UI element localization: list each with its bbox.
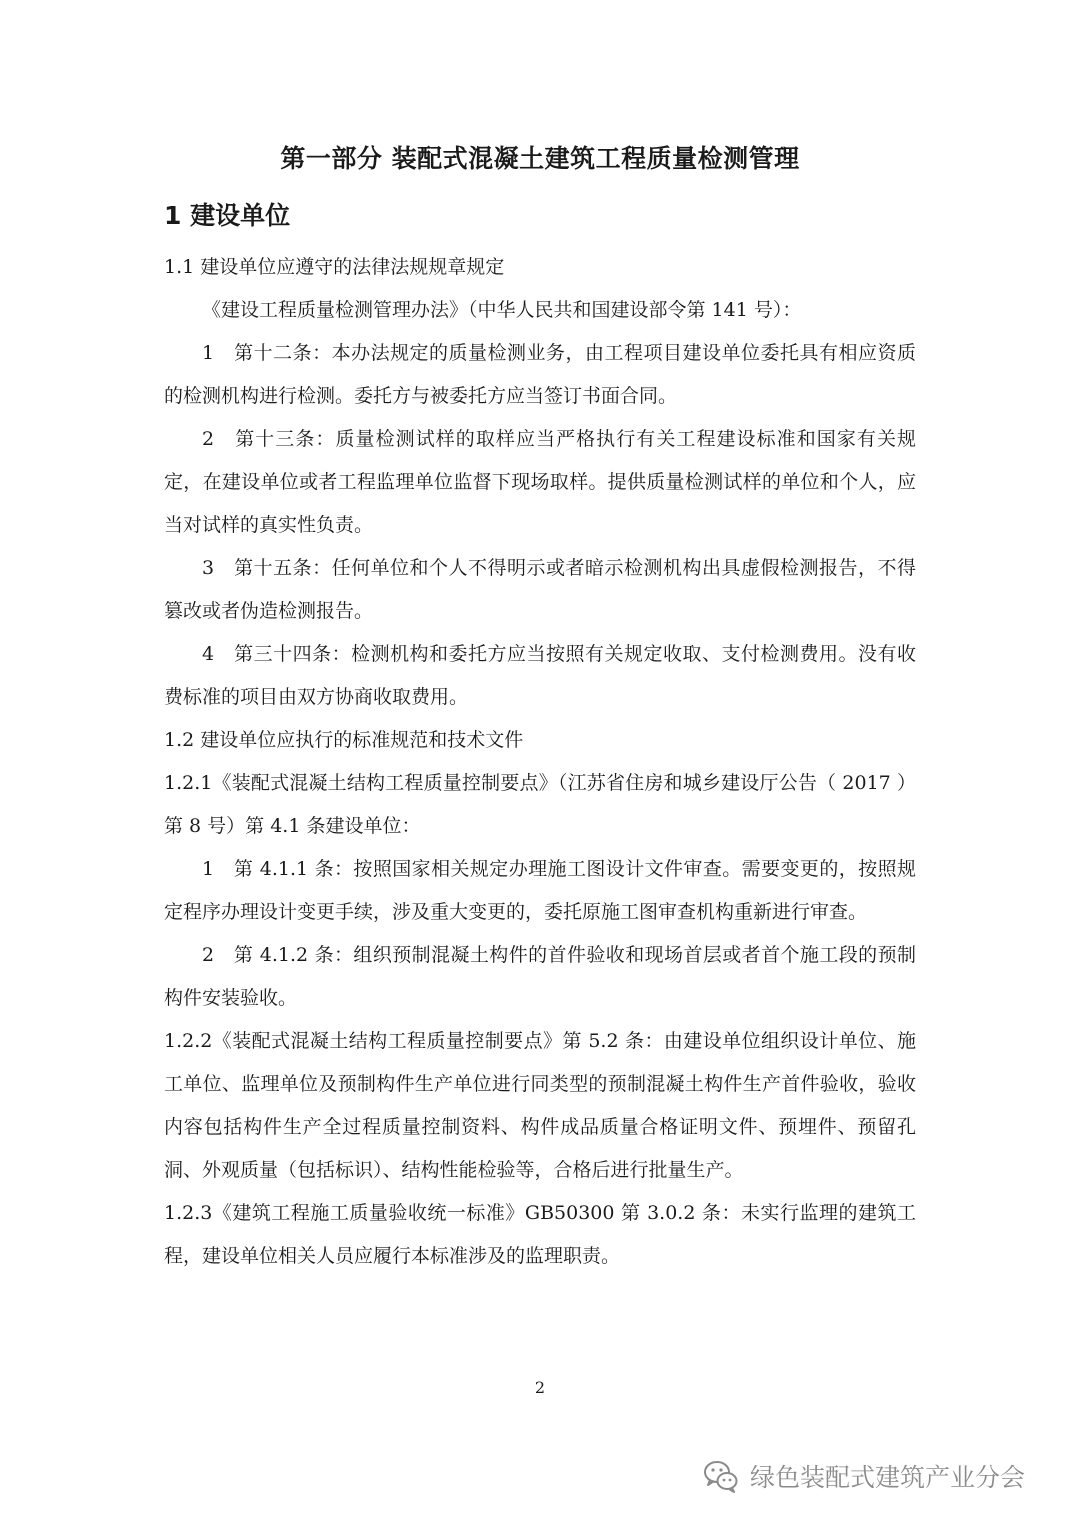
wechat-icon <box>702 1457 740 1495</box>
watermark <box>702 1454 1025 1498</box>
subsection-heading-1-2: 1.2 建设单位应执行的标准规范和技术文件 <box>164 729 524 751</box>
paragraph-regulation-title: 《建设工程质量检测管理办法》（中华人民共和国建设部令第 141 号）： <box>202 299 802 321</box>
section-heading: 1 建设单位 <box>164 201 291 230</box>
paragraph-1-2-1: 1.2.1《装配式混凝土结构工程质量控制要点》（江苏省住房和城乡建设厅公告（ 2017 ）第 8 号）第 4.1 条建设单位： <box>164 772 916 837</box>
paragraph-article-34: 4 第三十四条：检测机构和委托方应当按照有关规定收取、支付检测费用。没有收费标准的项目由双方协商收取费用。 <box>164 643 916 708</box>
paragraph-1-2-2: 1.2.2《装配式混凝土结构工程质量控制要点》第 5.2 条：由建设单位组织设计单位、施工单位、监理单位及预制构件生产单位进行同类型的预制混凝土构件生产首件验收，验收内容包括构件生产全过程质量控制资料、构件成品质量合格证明文件、预埋件、预留孔洞、外观质量（包括标识）、结构性能检验等，合格后进行批量生产。 <box>164 1030 916 1181</box>
paragraph-1-2-3: 1.2.3《建筑工程施工质量验收统一标准》GB50300 第 3.0.2 条：未实行监理的建筑工程，建设单位相关人员应履行本标准涉及的监理职责。 <box>164 1202 916 1267</box>
paragraph-4-1-1: 1 第 4.1.1 条：按照国家相关规定办理施工图设计文件审查。需要变更的，按照规定程序办理设计变更手续，涉及重大变更的，委托原施工图审查机构重新进行审查。 <box>164 858 916 923</box>
paragraph-article-15: 3 第十五条：任何单位和个人不得明示或者暗示检测机构出具虚假检测报告，不得篡改或者伪造检测报告。 <box>164 557 916 622</box>
paragraph-article-13: 2 第十三条：质量检测试样的取样应当严格执行有关工程建设标准和国家有关规定，在建设单位或者工程监理单位监督下现场取样。提供质量检测试样的单位和个人，应当对试样的真实性负责。 <box>164 428 916 536</box>
paragraph-article-12: 1 第十二条：本办法规定的质量检测业务，由工程项目建设单位委托具有相应资质的检测机构进行检测。委托方与被委托方应当签订书面合同。 <box>164 342 916 407</box>
watermark-text: 绿色装配式建筑产业分会 <box>750 1463 1026 1492</box>
page-number: 2 <box>534 1378 546 1397</box>
paragraph-4-1-2: 2 第 4.1.2 条：组织预制混凝土构件的首件验收和现场首层或者首个施工段的预制构件安装验收。 <box>164 944 916 1009</box>
document-body <box>164 246 916 1278</box>
document-title: 第一部分 装配式混凝土建筑工程质量检测管理 <box>280 144 800 173</box>
subsection-heading-1-1: 1.1 建设单位应遵守的法律法规规章规定 <box>164 256 505 278</box>
